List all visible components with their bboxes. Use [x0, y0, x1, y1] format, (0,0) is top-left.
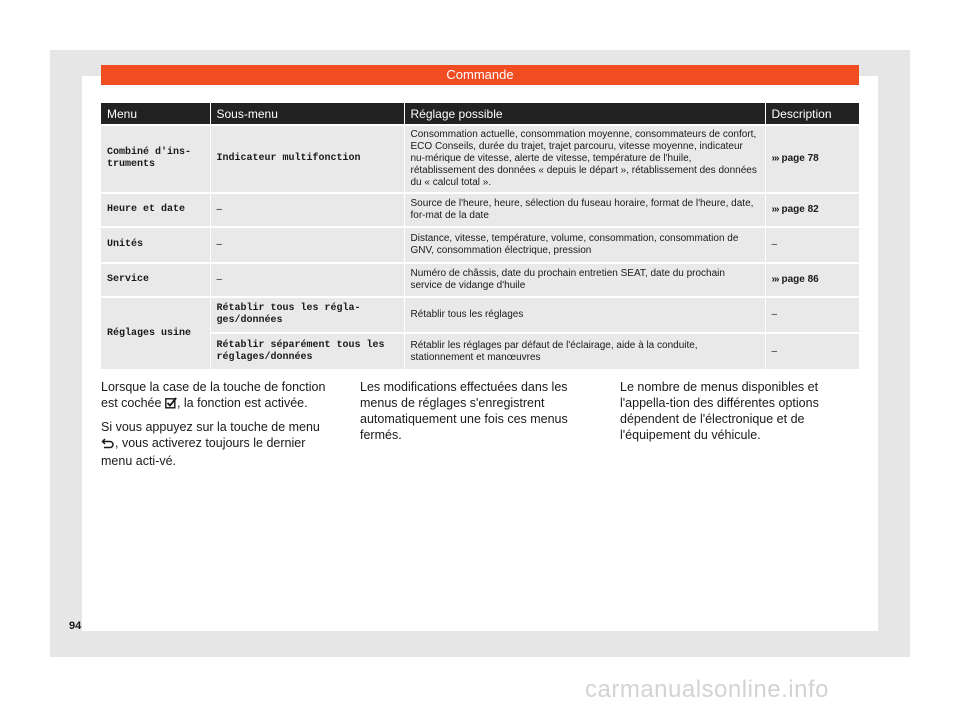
col-header-description: Description: [765, 103, 859, 125]
description-link[interactable]: [765, 193, 859, 227]
table-row: [101, 227, 859, 263]
description-text: page 86: [781, 274, 819, 285]
checkbox-checked-icon: [165, 397, 177, 413]
submenu-cell: –: [210, 193, 404, 227]
paragraph-text: Si vous appuyez sur la touche de menu: [101, 420, 320, 434]
submenu-cell: –: [210, 263, 404, 297]
cross-ref-arrows: ›››: [771, 204, 779, 215]
setting-cell: Consommation actuelle, consommation moyenne, consommateurs de confort, ECO Conseils, durée du trajet, trajet parcouru, vitesse moyenne, indicateur nu-mérique de vitesse, alerte de vitesse, température de l'huile, rétablissement des données « depuis le départ », rétablissement des données du « calcul total ».: [404, 125, 765, 193]
setting-cell: Distance, vitesse, température, volume, consommation, consommation de GNV, consommation électrique, pression: [404, 227, 765, 263]
description-link[interactable]: [765, 263, 859, 297]
submenu-cell: –: [210, 227, 404, 263]
table-row: [101, 333, 859, 369]
description-cell: –: [765, 333, 859, 369]
table-row: [101, 263, 859, 297]
cross-ref-arrows: ›››: [771, 274, 779, 285]
menu-cell: Service: [101, 263, 210, 297]
description-text: page 82: [781, 204, 819, 215]
submenu-cell: Indicateur multifonction: [210, 125, 404, 193]
description-text: page 78: [781, 153, 819, 164]
watermark: carmanualsonline.info: [585, 676, 829, 703]
setting-cell: Rétablir les réglages par défaut de l'éclairage, aide à la conduite, stationnement et manœuvres: [404, 333, 765, 369]
col-header-submenu: Sous-menu: [210, 103, 404, 125]
setting-cell: Rétablir tous les réglages: [404, 297, 765, 333]
paragraph-text: , la fonction est activée.: [176, 396, 308, 410]
description-link[interactable]: [765, 125, 859, 193]
table-header-row: [101, 103, 859, 125]
paragraph-text: , vous activerez toujours le dernier menu acti-vé.: [101, 436, 306, 468]
table-row: [101, 297, 859, 333]
menu-cell: Combiné d'ins- truments: [101, 125, 210, 193]
paragraph-text: Lorsque la case de la touche de fonction est cochée: [101, 380, 326, 410]
submenu-cell: Rétablir séparément tous les réglages/données: [210, 333, 404, 369]
menu-cell: Heure et date: [101, 193, 210, 227]
body-column-2: [360, 379, 595, 449]
page-number: 94: [69, 620, 82, 632]
setting-cell: Source de l'heure, heure, sélection du fuseau horaire, format de l'heure, date, for-mat de la date: [404, 193, 765, 227]
body-column-1: [101, 379, 336, 475]
cross-ref-arrows: ›››: [771, 153, 779, 164]
submenu-cell: Rétablir tous les régla- ges/données: [210, 297, 404, 333]
back-arrow-icon: [101, 437, 115, 453]
menu-cell: Unités: [101, 227, 210, 263]
paragraph: Le nombre de menus disponibles et l'appella-tion des différentes options dépendent de l'électronique et de l'équipement du véhicule.: [620, 380, 819, 442]
paragraph: [101, 419, 336, 469]
paragraph: [101, 379, 336, 413]
col-header-setting: Réglage possible: [404, 103, 765, 125]
table-row: [101, 193, 859, 227]
body-column-3: [620, 379, 855, 449]
col-header-menu: Menu: [101, 103, 210, 125]
table-row: [101, 125, 859, 193]
setting-cell: Numéro de châssis, date du prochain entretien SEAT, date du prochain service de vidange d'huile: [404, 263, 765, 297]
description-cell: –: [765, 227, 859, 263]
settings-table: [101, 103, 859, 369]
menu-cell: Réglages usine: [101, 297, 210, 369]
section-title: Commande: [101, 65, 859, 85]
paragraph: Les modifications effectuées dans les menus de réglages s'enregistrent automatiquement une fois ces menus fermés.: [360, 380, 568, 442]
description-cell: –: [765, 297, 859, 333]
